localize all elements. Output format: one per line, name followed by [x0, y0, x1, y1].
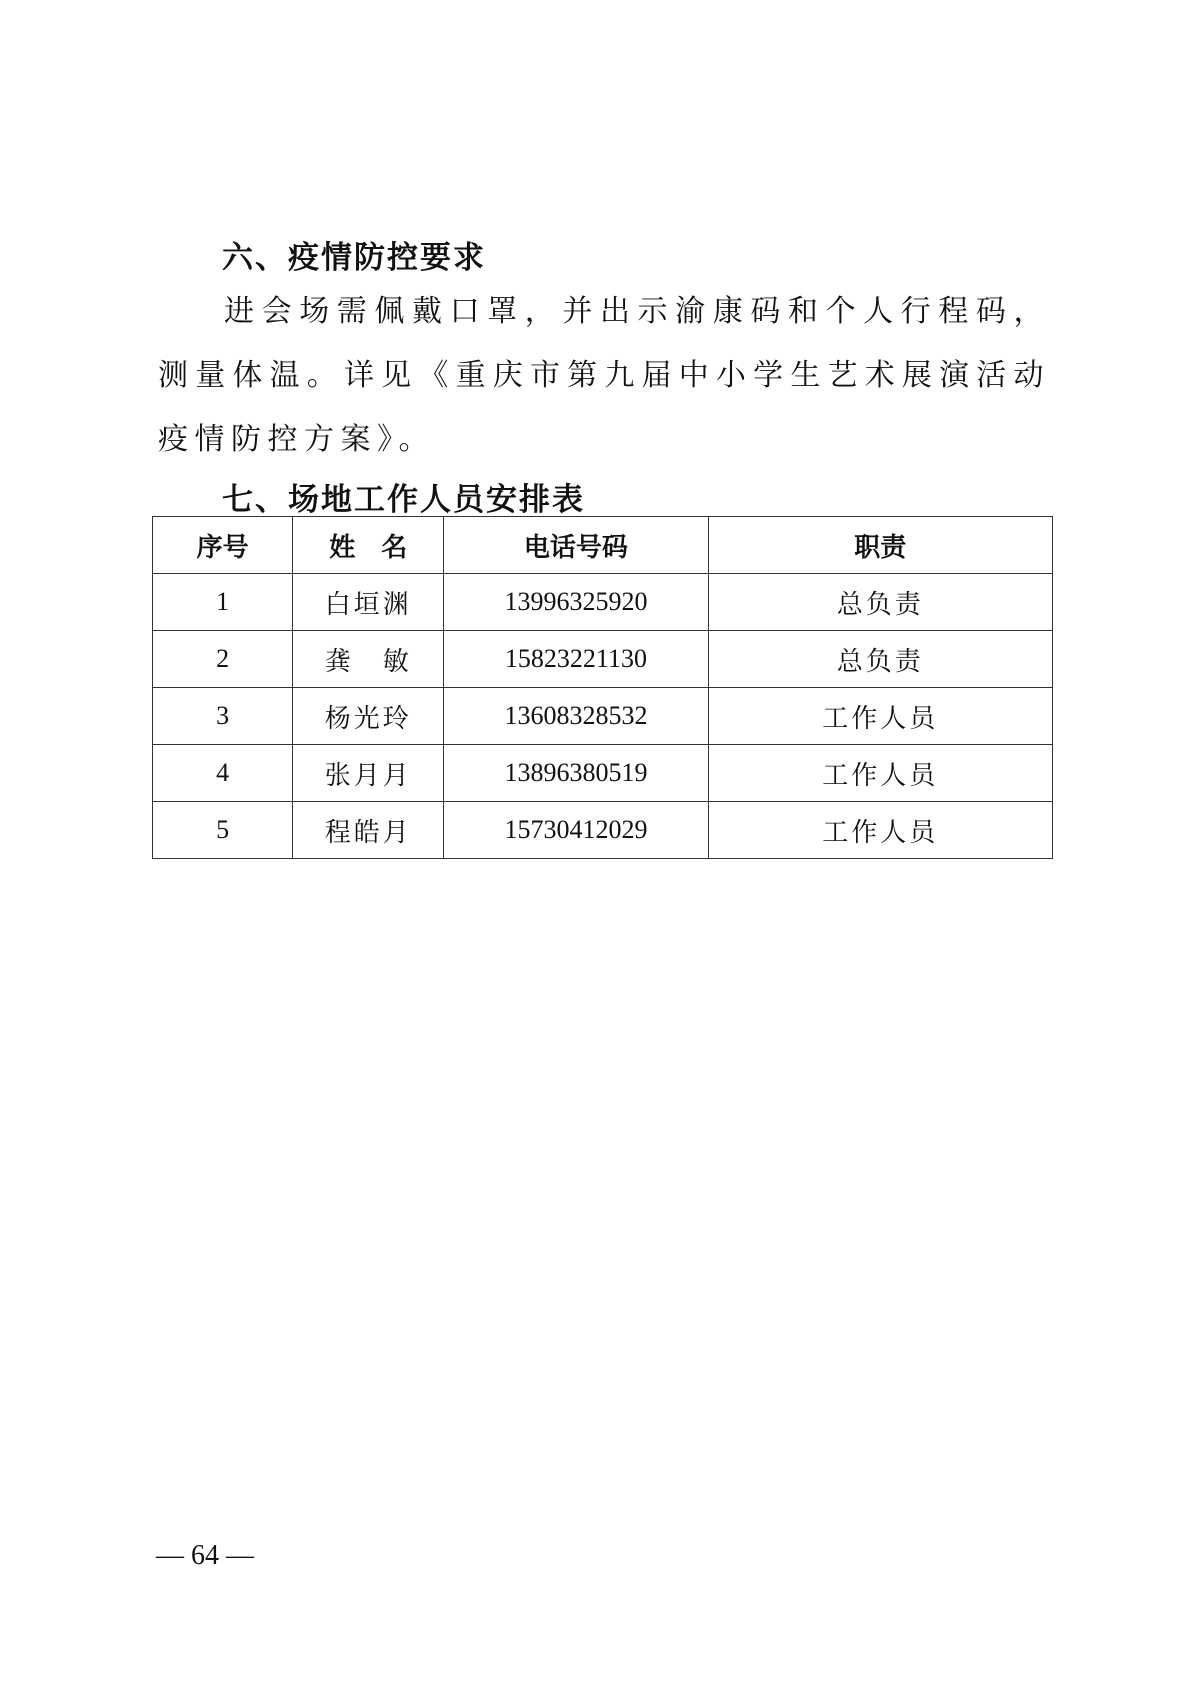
table-row [153, 688, 1053, 745]
row-duty: 工作人员 [708, 802, 1052, 859]
table-row [153, 802, 1053, 859]
row-name: 白垣渊 [293, 574, 444, 631]
row-phone: 15730412029 [444, 802, 708, 859]
row-phone: 13896380519 [444, 745, 708, 802]
row-duty: 工作人员 [708, 688, 1052, 745]
row-duty: 工作人员 [708, 745, 1052, 802]
row-name: 张月月 [293, 745, 444, 802]
staff-arrangement-table [152, 516, 1053, 859]
row-serial-number: 3 [153, 688, 293, 745]
row-phone: 13996325920 [444, 574, 708, 631]
row-serial-number: 4 [153, 745, 293, 802]
row-name: 程皓月 [293, 802, 444, 859]
section-heading-staff-table: 七、场地工作人员安排表 [222, 482, 585, 518]
table-row [153, 631, 1053, 688]
row-serial-number: 2 [153, 631, 293, 688]
header-serial-number: 序号 [153, 517, 293, 574]
epidemic-control-paragraph: 进会场需佩戴口罩，并出示渝康码和个人行程码，测量体温。详见《重庆市第九届中小学生艺术展演活动疫情防控方案》。 [158, 294, 1050, 457]
row-duty: 总负责 [708, 574, 1052, 631]
section-heading-epidemic-control: 六、疫情防控要求 [222, 240, 486, 276]
header-name: 姓 名 [293, 517, 444, 574]
row-serial-number: 1 [153, 574, 293, 631]
table-row [153, 574, 1053, 631]
row-name: 龚 敏 [293, 631, 444, 688]
row-phone: 13608328532 [444, 688, 708, 745]
table-row [153, 745, 1053, 802]
row-serial-number: 5 [153, 802, 293, 859]
header-phone-number: 电话号码 [444, 517, 708, 574]
table-header-row [153, 517, 1053, 574]
page-number: — 64 — [156, 1540, 254, 1571]
row-name: 杨光玲 [293, 688, 444, 745]
header-duty: 职责 [708, 517, 1052, 574]
row-phone: 15823221130 [444, 631, 708, 688]
row-duty: 总负责 [708, 631, 1052, 688]
